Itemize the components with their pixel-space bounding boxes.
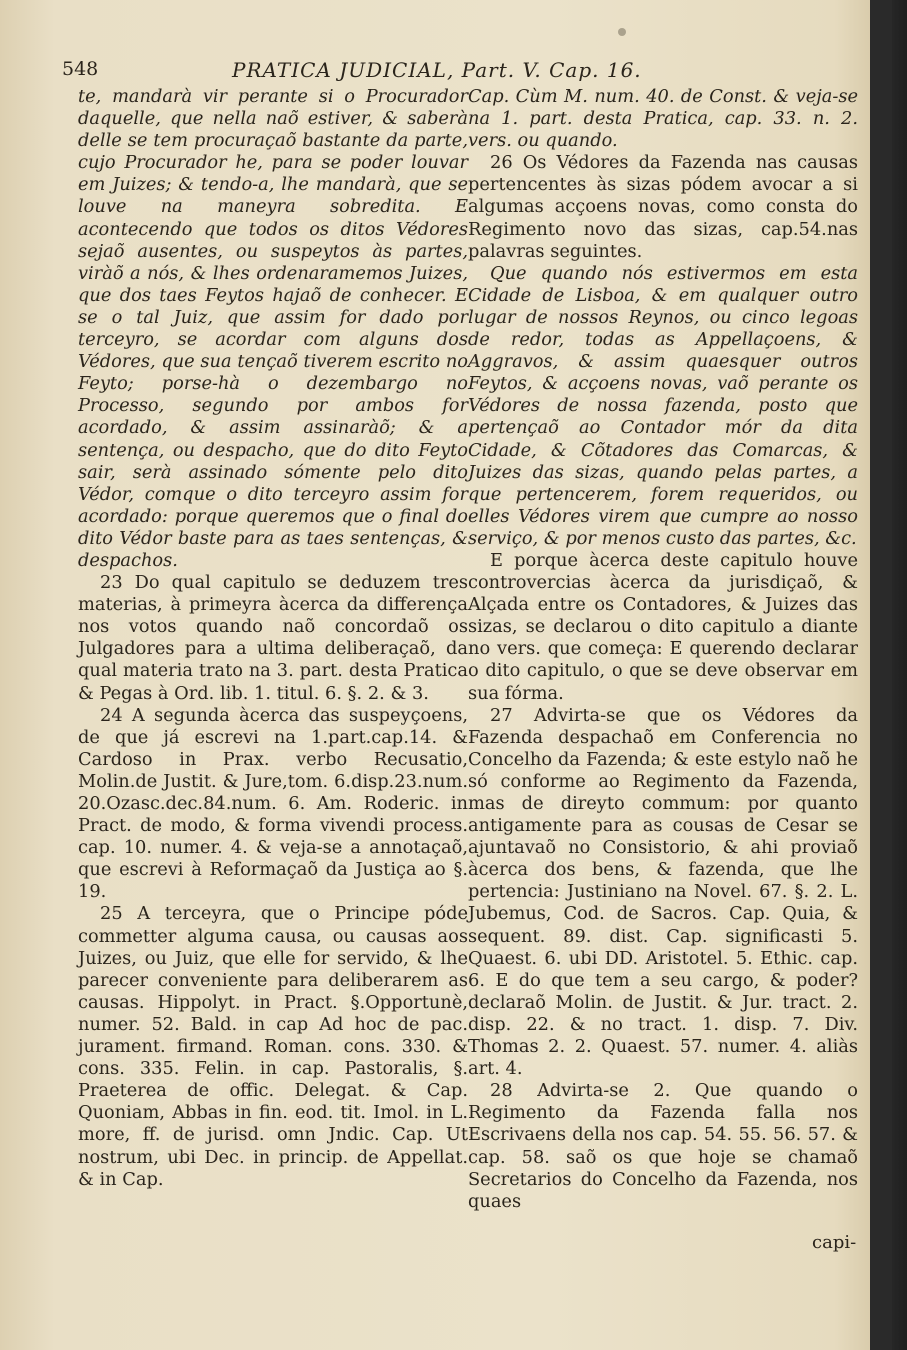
scan-edge xyxy=(870,0,892,1350)
page-header xyxy=(62,58,722,88)
paragraph: Que quando nós estivermos em esta Cidade de Lisboa, & em qualquer outro lugar de nossos Reynos, ou cinco legoas de redor, todas as Appellaçoens, & Aggravos, & assim quaesquer outros Feytos, & acçoens novas, vaõ perante os Védores de nossa fazenda, posto que pertençaõ ao Contador mór da dita Cidade, & Cõtadores das Comarcas, & Juizes das sizas, quando pelas partes, a que pertencerem, forem requeridos, ou elles Védores virem que cumpre ao nosso serviço, & por menos custo das partes, &c. xyxy=(468,262,858,549)
paragraph: 28 Advirta-se 2. Que quando o Regimento da Fazenda falla nos Escrivaens della nos cap. 54. 55. 56. 57. & cap. 58. saõ os que hoje se chamaõ Secretarios do Concelho da Fazenda, nos quaes xyxy=(468,1080,858,1212)
paragraph: te, mandarà vir perante si o Procurador daquelle, que nella naõ estiver, & saberà delle se tem procuraçaõ bastante da parte, cujo Procurador he, para se poder louvar em Juizes; & tendo-a, lhe mandarà, que se louve na maneyra sobredita. E acontecendo que todos os ditos Védores sejaõ ausentes, ou suspeytos às partes, viràõ a nós, & lhes ordenaramemos Juizes, que dos taes Feytos hajaõ de conhecer. E se o tal Juiz, que assim for dado por terceyro, se acordar com alguns dos Védores, que sua tençaõ tiverem escrito no Feyto; porse-hà o dezembargo no Processo, segundo por ambos for acordado, & assim assinaràõ; & a sentença, ou despacho, que do dito Feyto sair, serà assinado sómente pelo dito Védor, comque o dito terceyro assim for acordado: porque queremos que o final do dito Védor baste para as taes sentenças, & despachos. xyxy=(78,86,468,571)
paragraph: 23 Do qual capitulo se deduzem tres materias, à primeyra àcerca da differença nos votos quando naõ concordaõ os Julgadores para a ultima deliberaçaõ, da qual materia trato na 3. part. desta Pratica & Pegas à Ord. lib. 1. titul. 6. §. 2. & 3. xyxy=(78,572,468,704)
running-head: PRATICA JUDICIAL, Part. V. Cap. 16. xyxy=(232,58,642,82)
paragraph: 26 Os Védores da Fazenda nas causas pertencentes às sizas pódem avocar a si algumas acçoens novas, como consta do Regimento novo das sizas, cap.54.nas palavras seguintes. xyxy=(468,152,858,262)
paragraph: 24 A segunda àcerca das suspeyçoens, de que já escrevi na 1.part.cap.14. & Cardoso in Prax. verbo Recusatio, Molin.de Justit. & Jure,tom. 6.disp.23.num. 20.Ozasc.dec.84.num. 6. Am. Roderic. in Pract. de modo, & forma vivendi process. cap. 10. numer. 4. & veja-se a annotaçaõ, que escrevi à Reformaçaõ da Justiça ao §. 19. xyxy=(78,704,468,903)
ink-dot xyxy=(618,28,626,36)
right-column xyxy=(468,86,858,1213)
paragraph: 25 A terceyra, que o Principe póde commetter alguma causa, ou causas aos Juizes, ou Juiz, que elle for servido, & lhe parecer conveniente para deliberarem as causas. Hippolyt. in Pract. §.Opportunè, numer. 52. Bald. in cap Ad hoc de pac. jurament. firmand. Roman. cons. 330. & cons. 335. Felin. in cap. Pastoralis, §. Praeterea de offic. Delegat. & Cap. Quoniam, Abbas in fin. eod. tit. Imol. in L. more, ff. de jurisd. omn Jndic. Cap. Ut nostrum, ubi Dec. in princip. de Appellat. & in Cap. xyxy=(78,903,468,1190)
paragraph: E porque àcerca deste capitulo houve controvercias àcerca da jurisdiçaõ, & Alçada entre os Contadores, & Juizes das sizas, se declarou o dito capitulo a diante no vers. que começa: E querendo declarar o dito capitulo, o que se deve observar em sua fórma. xyxy=(468,549,858,704)
catchword: capi- xyxy=(812,1232,857,1253)
left-column xyxy=(78,86,468,1191)
paragraph: 27 Advirta-se que os Védores da Fazenda despachaõ em Conferencia no Concelho da Fazenda; & este estylo naõ he só conforme ao Regimento da Fazenda, mas de direyto commum: por quanto antigamente para as cousas de Cesar se ajuntavaõ no Consistorio, & ahi proviaõ àcerca dos bens, & fazenda, que lhe pertencia: Justiniano na Novel. 67. §. 2. L. Jubemus, Cod. de Sacros. Cap. Quia, & sequent. 89. dist. Cap. significasti 5. Quaest. 6. ubi DD. Aristotel. 5. Ethic. cap. 6. E do que tem a seu cargo, & poder? declaraõ Molin. de Justit. & Jur. tract. 2. disp. 22. & no tract. 1. disp. 7. Div. Thomas 2. 2. Quaest. 57. numer. 4. aliàs art. 4. xyxy=(468,704,858,1080)
folio-number: 548 xyxy=(62,58,99,80)
paragraph: Cap. Cùm M. num. 40. de Const. & veja-se na 1. part. desta Pratica, cap. 33. n. 2. vers. ou quando. xyxy=(468,86,858,152)
